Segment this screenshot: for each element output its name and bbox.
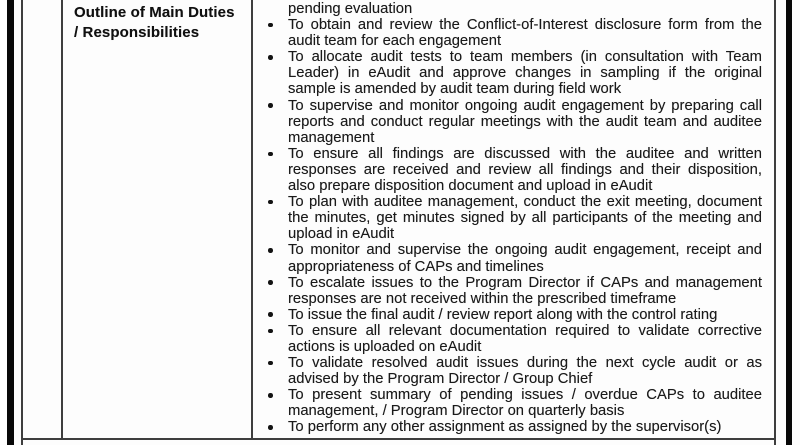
bullet-icon	[268, 361, 273, 366]
duty-item	[252, 387, 762, 419]
duty-text: To present summary of pending issues / overdue CAPs to auditee management, / Program Director on quarterly basis	[288, 387, 762, 420]
duty-item	[252, 355, 762, 387]
bullet-icon	[268, 329, 273, 334]
duty-text: To obtain and review the Conflict-of-Interest disclosure form from the audit team for each engagement	[288, 17, 762, 50]
row-bottom-border	[22, 438, 776, 440]
column-divider-number	[61, 0, 63, 440]
duty-text: To monitor and supervise the ongoing audit engagement, receipt and appropriateness of CAPs and timelines	[288, 242, 762, 275]
bullet-icon	[268, 152, 273, 157]
duty-item	[252, 194, 762, 242]
duties-label-line-2: / Responsibilities	[74, 23, 200, 41]
duty-item	[252, 275, 762, 307]
bullet-icon	[268, 425, 273, 430]
duty-text: To supervise and monitor ongoing audit engagement by preparing call reports and conduct regular meetings with the audit team and auditee management	[288, 97, 762, 146]
bullet-icon	[268, 103, 273, 108]
bullet-icon	[268, 312, 273, 317]
bullet-icon	[268, 248, 273, 253]
duties-content-cell	[252, 1, 762, 436]
duty-text: To validate resolved audit issues during the next cycle audit or as advised by the Program Director / Group Chief	[288, 355, 762, 388]
duty-text: To perform any other assignment as assigned by the supervisor(s)	[288, 419, 722, 436]
bullet-icon	[268, 393, 273, 398]
table-border-right	[774, 0, 776, 445]
bullet-icon	[268, 280, 273, 285]
duty-text: To issue the final audit / review report along with the control rating	[288, 306, 718, 323]
duty-text: To ensure all relevant documentation required to validate corrective actions is uploaded on eAudit	[288, 322, 762, 355]
bullet-icon	[268, 23, 273, 28]
duty-text: To escalate issues to the Program Director if CAPs and management responses are not received within the prescribed timeframe	[288, 274, 762, 307]
page-edge-bar-left	[7, 0, 14, 445]
duties-label-line-1: Outline of Main Duties	[74, 4, 235, 21]
bullet-icon	[268, 200, 273, 205]
duty-item	[252, 242, 762, 274]
duty-item	[252, 419, 762, 435]
table-border-left	[21, 0, 23, 445]
duty-text: To allocate audit tests to team members (in consultation with Team Leader) in eAudit and approve changes in sampling if the original sample is amended by audit team during field work	[288, 49, 762, 98]
duty-text: pending evaluation	[288, 1, 413, 17]
duty-text: To ensure all findings are discussed with the auditee and written responses are received and review all findings and their disposition, also prepare disposition document and upload in eAudit	[288, 145, 762, 195]
duty-item	[252, 49, 762, 97]
duty-item	[252, 98, 762, 146]
duty-item	[252, 146, 762, 194]
duty-continuation-line	[252, 1, 762, 17]
duty-item	[252, 323, 762, 355]
bullet-icon	[268, 55, 273, 60]
duty-item	[252, 17, 762, 49]
page-edge-bar-right	[786, 0, 792, 445]
duties-label-cell	[74, 3, 246, 42]
duty-text: To plan with auditee management, conduct the exit meeting, document the minutes, get minutes signed by all participants of the meeting and upload in eAudit	[288, 194, 762, 243]
duty-item	[252, 307, 762, 323]
